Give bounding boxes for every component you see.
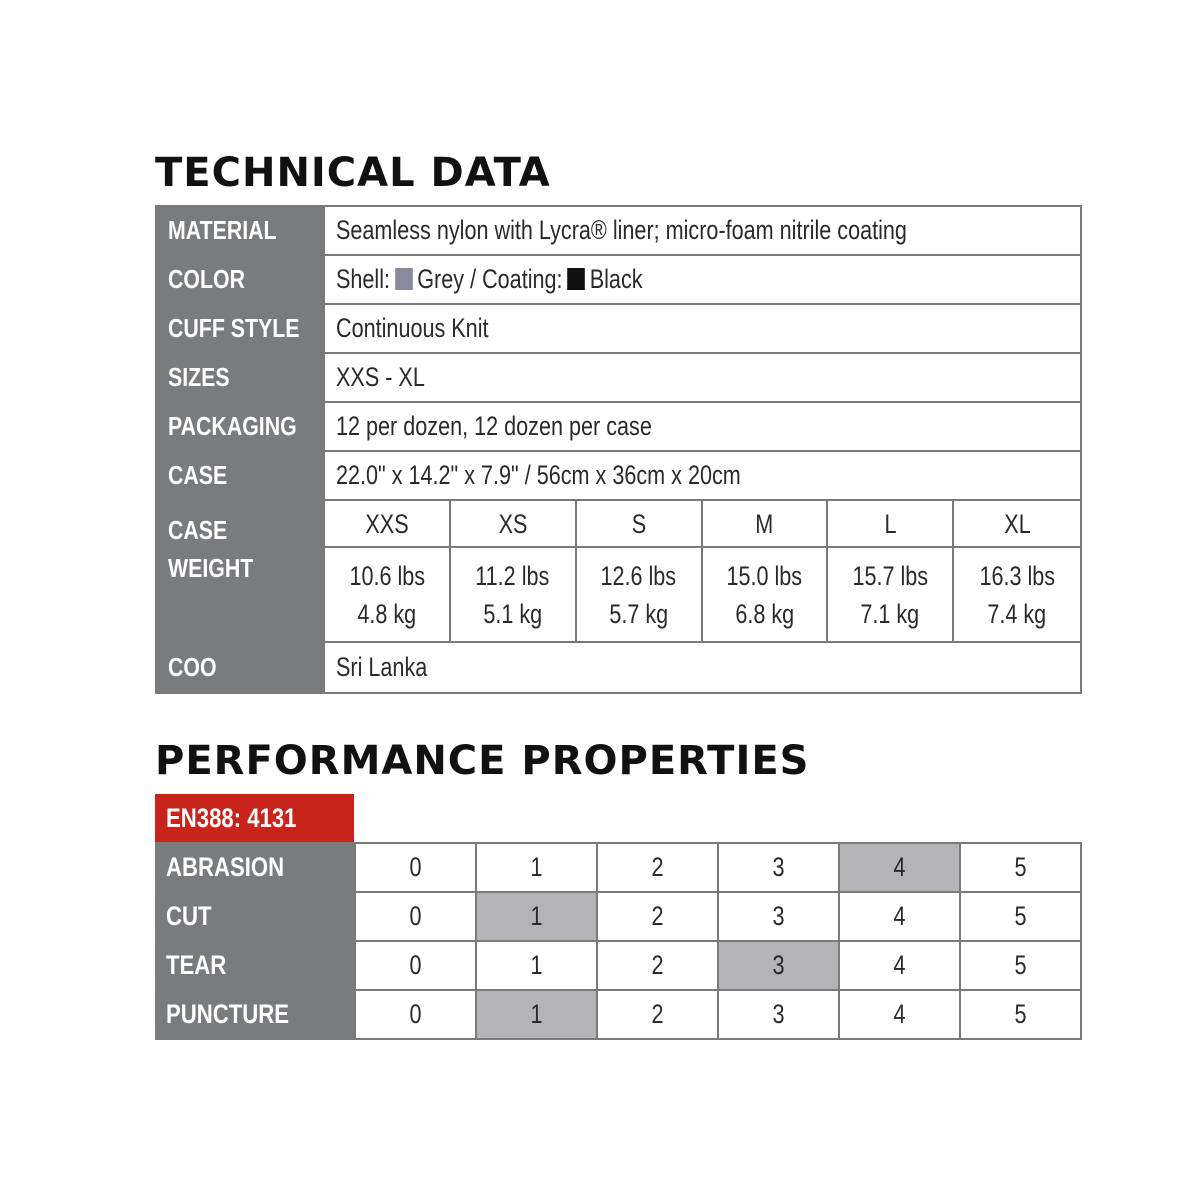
rating-level: 2 (651, 999, 664, 1029)
case-dimensions-value: 22.0" x 14.2" x 7.9" / 56cm x 36cm x 20cm (336, 460, 741, 490)
rating-cell (477, 844, 598, 891)
rating-level: 5 (1014, 950, 1027, 980)
performance-table (155, 842, 1082, 1040)
weight-lbs: 10.6 lbs (349, 560, 425, 591)
rating-level: 4 (893, 950, 906, 980)
rating-cell (356, 942, 477, 989)
case-weight-row (157, 501, 1080, 643)
weight-kg: 5.1 kg (483, 598, 543, 629)
rating-level: 0 (409, 852, 422, 882)
performance-row-abrasion (155, 844, 1080, 893)
rating-level: 5 (1014, 999, 1027, 1029)
weight-kg: 4.8 kg (357, 598, 417, 629)
rating-cell (961, 942, 1080, 989)
performance-row-tear (155, 942, 1080, 991)
rating-level: 1 (530, 852, 543, 882)
case-row (157, 452, 1080, 501)
case-label: CASE (168, 460, 228, 490)
rating-level: 2 (651, 950, 664, 980)
packaging-value: 12 per dozen, 12 dozen per case (336, 411, 652, 441)
rating-cell (840, 991, 961, 1038)
rating-level: 4 (893, 999, 906, 1029)
packaging-row (157, 403, 1080, 452)
weight-lbs: 15.7 lbs (852, 560, 929, 591)
technical-data-heading: TECHNICAL DATA (155, 150, 551, 196)
packaging-label: PACKAGING (168, 411, 297, 441)
sizes-row (157, 354, 1080, 403)
coo-value: Sri Lanka (336, 652, 428, 682)
weight-lbs: 12.6 lbs (600, 560, 677, 591)
coating-prefix: / Coating: (470, 264, 563, 294)
rating-level: 3 (772, 999, 785, 1029)
performance-label: CUT (166, 901, 212, 931)
performance-label: PUNCTURE (166, 999, 290, 1029)
rating-cell (477, 942, 598, 989)
size-header: L (884, 508, 897, 539)
performance-row-puncture (155, 991, 1080, 1038)
color-label: COLOR (168, 264, 245, 294)
rating-level: 2 (651, 901, 664, 931)
rating-cell-selected (719, 942, 840, 989)
weight-cell (325, 548, 451, 641)
black-swatch-icon (567, 268, 585, 290)
rating-cell (356, 991, 477, 1038)
rating-level: 4 (893, 901, 906, 931)
coating-color-name: Black (589, 264, 643, 294)
en388-badge (155, 794, 354, 842)
rating-level: 3 (772, 950, 785, 980)
rating-cell (598, 893, 719, 940)
cuff-style-value: Continuous Knit (336, 313, 489, 343)
material-value: Seamless nylon with Lycra® liner; micro-foam nitrile coating (336, 215, 907, 245)
rating-cell (598, 942, 719, 989)
performance-label: TEAR (166, 950, 227, 980)
coo-label: COO (168, 652, 217, 682)
en388-rating: EN388: 4131 (166, 802, 297, 833)
weight-cell (954, 548, 1080, 641)
rating-cell (961, 991, 1080, 1038)
coo-row (157, 643, 1080, 692)
performance-label: ABRASION (166, 852, 285, 882)
case-weight-label-line1: CASE (168, 515, 228, 545)
rating-cell (719, 844, 840, 891)
color-row (157, 256, 1080, 305)
weight-kg: 7.4 kg (987, 598, 1047, 629)
rating-level: 3 (772, 901, 785, 931)
case-weight-grid (325, 501, 1080, 641)
rating-cell (598, 844, 719, 891)
rating-level: 3 (772, 852, 785, 882)
performance-properties-heading: PERFORMANCE PROPERTIES (155, 738, 810, 784)
weight-lbs: 11.2 lbs (475, 560, 550, 591)
shell-prefix: Shell: (336, 264, 391, 294)
rating-level: 5 (1014, 901, 1027, 931)
rating-cell (961, 893, 1080, 940)
size-header: XS (498, 508, 528, 539)
weight-kg: 7.1 kg (860, 598, 920, 629)
rating-level: 2 (651, 852, 664, 882)
weight-lbs: 16.3 lbs (979, 560, 1055, 591)
weight-kg: 5.7 kg (609, 598, 669, 629)
rating-level: 4 (893, 852, 906, 882)
weight-cell (828, 548, 954, 641)
weight-cell (577, 548, 703, 641)
size-header: XL (1003, 508, 1031, 539)
weight-lbs: 15.0 lbs (726, 560, 803, 591)
cuff-style-row (157, 305, 1080, 354)
rating-cell (356, 893, 477, 940)
rating-level: 1 (530, 999, 543, 1029)
weight-cell (451, 548, 577, 641)
rating-cell (356, 844, 477, 891)
rating-level: 1 (530, 950, 543, 980)
sizes-label: SIZES (168, 362, 230, 392)
size-header: S (631, 508, 646, 539)
material-row (157, 207, 1080, 256)
rating-level: 0 (409, 901, 422, 931)
rating-cell-selected (477, 893, 598, 940)
size-header: M (755, 508, 774, 539)
technical-data-table (155, 205, 1082, 694)
rating-cell (598, 991, 719, 1038)
weight-kg: 6.8 kg (734, 598, 794, 629)
rating-level: 0 (409, 999, 422, 1029)
rating-level: 1 (530, 901, 543, 931)
rating-cell (961, 844, 1080, 891)
rating-cell (840, 893, 961, 940)
rating-level: 5 (1014, 852, 1027, 882)
rating-level: 0 (409, 950, 422, 980)
cuff-style-label: CUFF STYLE (168, 313, 300, 343)
rating-cell (719, 991, 840, 1038)
size-header: XXS (365, 508, 409, 539)
material-label: MATERIAL (168, 215, 277, 245)
sizes-value: XXS - XL (336, 362, 425, 392)
case-weight-label-line2: WEIGHT (168, 553, 254, 583)
rating-cell (840, 942, 961, 989)
rating-cell-selected (840, 844, 961, 891)
rating-cell (719, 893, 840, 940)
grey-swatch-icon (395, 268, 413, 290)
shell-color-name: Grey (417, 264, 465, 294)
performance-row-cut (155, 893, 1080, 942)
weight-cell (703, 548, 829, 641)
rating-cell-selected (477, 991, 598, 1038)
